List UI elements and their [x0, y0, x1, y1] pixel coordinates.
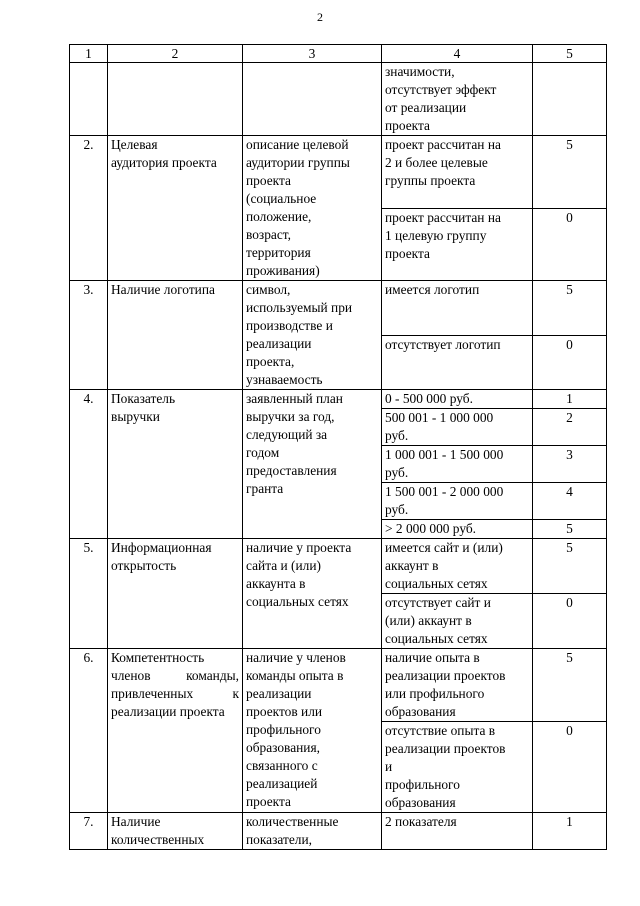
criterion-description: наличие у проекта сайта и (или) аккаунта в социальных сетях	[243, 539, 382, 649]
criterion-description: заявленный план выручки за год, следующий за годом предоставления гранта	[243, 390, 382, 539]
criterion-name: Наличие количественных	[108, 813, 243, 850]
option-text: 2 показателя	[382, 813, 533, 850]
option-text: > 2 000 000 руб.	[382, 520, 533, 539]
header-cell: 5	[533, 45, 607, 63]
criterion-name: Показатель выручки	[108, 390, 243, 539]
option-score: 1	[533, 390, 607, 409]
row-number: 3.	[70, 281, 108, 390]
criterion-name: Наличие логотипа	[108, 281, 243, 390]
criterion-name: Информационная открытость	[108, 539, 243, 649]
row-number: 7.	[70, 813, 108, 850]
continuation-row	[70, 63, 607, 136]
row-number: 5.	[70, 539, 108, 649]
header-cell: 2	[108, 45, 243, 63]
option-score: 5	[533, 539, 607, 594]
option-text: проект рассчитан на 2 и более целевые группы проекта	[382, 136, 533, 209]
option-score: 5	[533, 520, 607, 539]
header-cell: 4	[382, 45, 533, 63]
row-number: 4.	[70, 390, 108, 539]
table-row	[70, 281, 607, 336]
option-score: 2	[533, 409, 607, 446]
empty-cell	[70, 63, 108, 136]
criterion-name: Целевая аудитория проекта	[108, 136, 243, 281]
row-number: 2.	[70, 136, 108, 281]
option-text: 500 001 - 1 000 000 руб.	[382, 409, 533, 446]
criterion-description: описание целевой аудитории группы проекта (социальное положение, возраст, территория проживания)	[243, 136, 382, 281]
row-number: 6.	[70, 649, 108, 813]
table-row	[70, 539, 607, 594]
table-row	[70, 136, 607, 209]
criterion-description: наличие у членов команды опыта в реализации проектов или профильного образования, связанного с реализацией проекта	[243, 649, 382, 813]
option-text: проект рассчитан на 1 целевую группу проекта	[382, 208, 533, 281]
empty-cell	[108, 63, 243, 136]
option-score: 5	[533, 136, 607, 209]
option-text: отсутствует сайт и (или) аккаунт в социальных сетях	[382, 594, 533, 649]
option-score: 1	[533, 813, 607, 850]
empty-cell	[243, 63, 382, 136]
option-score: 4	[533, 483, 607, 520]
option-score: 5	[533, 281, 607, 336]
option-score: 0	[533, 335, 607, 390]
empty-cell	[533, 63, 607, 136]
table-row	[70, 390, 607, 409]
table-header-row	[70, 45, 607, 63]
option-text: имеется сайт и (или) аккаунт в социальных сетях	[382, 539, 533, 594]
criterion-text: значимости, отсутствует эффект от реализации проекта	[382, 63, 533, 136]
header-cell: 3	[243, 45, 382, 63]
criterion-name: Компетентность членов команды, привлеченных к реализации проекта	[108, 649, 243, 813]
option-text: отсутствует логотип	[382, 335, 533, 390]
option-text: наличие опыта в реализации проектов или профильного образования	[382, 649, 533, 722]
option-text: 0 - 500 000 руб.	[382, 390, 533, 409]
option-text: отсутствие опыта в реализации проектов и профильного образования	[382, 722, 533, 813]
option-score: 5	[533, 649, 607, 722]
option-text: 1 500 001 - 2 000 000 руб.	[382, 483, 533, 520]
criterion-description: символ, используемый при производстве и реализации проекта, узнаваемость	[243, 281, 382, 390]
option-text: имеется логотип	[382, 281, 533, 336]
option-score: 0	[533, 594, 607, 649]
table-row	[70, 813, 607, 850]
option-score: 0	[533, 722, 607, 813]
criteria-table	[69, 44, 607, 850]
page-number: 2	[317, 10, 323, 24]
option-score: 0	[533, 208, 607, 281]
table-row	[70, 649, 607, 722]
criterion-description: количественные показатели,	[243, 813, 382, 850]
option-score: 3	[533, 446, 607, 483]
header-cell: 1	[70, 45, 108, 63]
option-text: 1 000 001 - 1 500 000 руб.	[382, 446, 533, 483]
